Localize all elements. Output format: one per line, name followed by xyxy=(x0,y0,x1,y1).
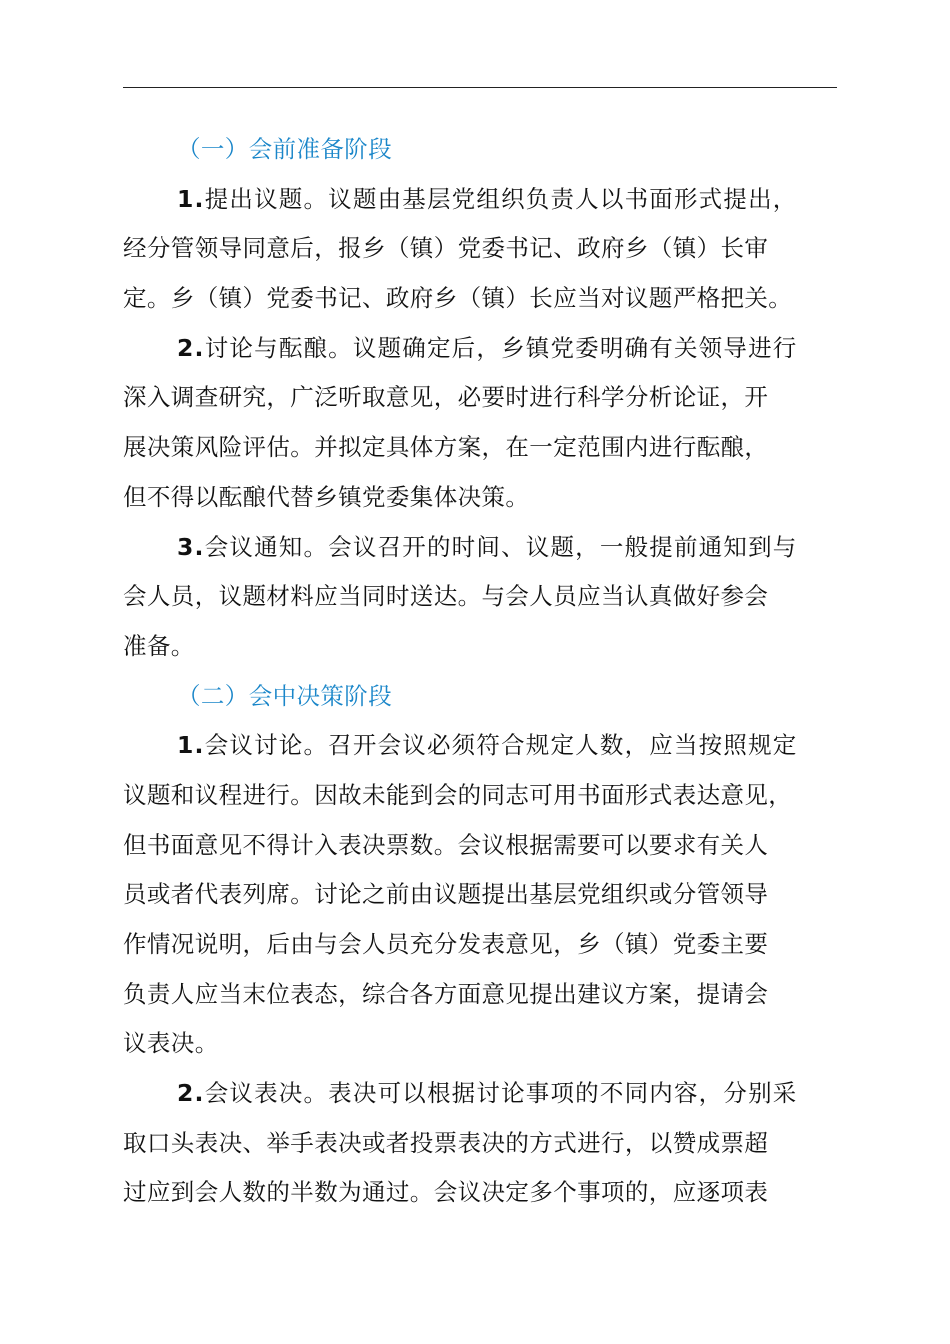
paragraph-line: 展决策风险评估。并拟定具体方案，在一定范围内进行酝酿， xyxy=(123,433,769,462)
item-number: 1. xyxy=(177,731,205,760)
section-heading-1: （一）会前准备阶段 xyxy=(177,135,393,163)
paragraph-line: 过应到会人数的半数为通过。会议决定多个事项的，应逐项表 xyxy=(123,1178,769,1207)
paragraph-line: 准备。 xyxy=(123,631,195,660)
item-number: 2. xyxy=(177,1079,205,1108)
paragraph-line: 议表决。 xyxy=(123,1029,219,1058)
paragraph-line: 定。乡（镇）党委书记、政府乡（镇）长应当对议题严格把关。 xyxy=(123,284,793,313)
paragraph-line xyxy=(123,324,837,374)
paragraph-line xyxy=(123,523,837,573)
document-body xyxy=(123,125,837,1218)
paragraph-line: 议题和议程进行。因故未能到会的同志可用书面形式表达意见， xyxy=(123,780,793,809)
paragraph-line: 取口头表决、举手表决或者投票表决的方式进行，以赞成票超 xyxy=(123,1128,769,1157)
item-number: 1. xyxy=(177,184,205,213)
paragraph-text: 提出议题。议题由基层党组织负责人以书面形式提出， xyxy=(204,184,798,213)
paragraph-line: 会人员，议题材料应当同时送达。与会人员应当认真做好参会 xyxy=(123,582,769,611)
paragraph-line: 负责人应当末位表态，综合各方面意见提出建议方案，提请会 xyxy=(123,979,769,1008)
paragraph-line: 员或者代表列席。讨论之前由议题提出基层党组织或分管领导 xyxy=(123,880,769,909)
paragraph-text: 会议讨论。召开会议必须符合规定人数，应当按照规定 xyxy=(204,731,798,760)
paragraph-text: 会议通知。会议召开的时间、议题，一般提前通知到与 xyxy=(204,532,798,561)
header-rule xyxy=(123,87,837,88)
paragraph-text: 讨论与酝酿。议题确定后，乡镇党委明确有关领导进行 xyxy=(204,333,798,362)
paragraph-line xyxy=(123,1069,837,1119)
paragraph-line: 但不得以酝酿代替乡镇党委集体决策。 xyxy=(123,482,530,511)
paragraph-line xyxy=(123,175,837,225)
paragraph-text: 会议表决。表决可以根据讨论事项的不同内容，分别采 xyxy=(204,1079,798,1108)
paragraph-line: 经分管领导同意后，报乡（镇）党委书记、政府乡（镇）长审 xyxy=(123,234,769,263)
item-number: 2. xyxy=(177,333,205,362)
section-heading-2: （二）会中决策阶段 xyxy=(177,681,393,710)
paragraph-line: 深入调查研究，广泛听取意见，必要时进行科学分析论证，开 xyxy=(123,383,769,412)
paragraph-line: 作情况说明，后由与会人员充分发表意见，乡（镇）党委主要 xyxy=(123,930,769,958)
paragraph-line xyxy=(123,721,837,771)
paragraph-line: 但书面意见不得计入表决票数。会议根据需要可以要求有关人 xyxy=(123,830,769,859)
item-number: 3. xyxy=(177,532,205,561)
